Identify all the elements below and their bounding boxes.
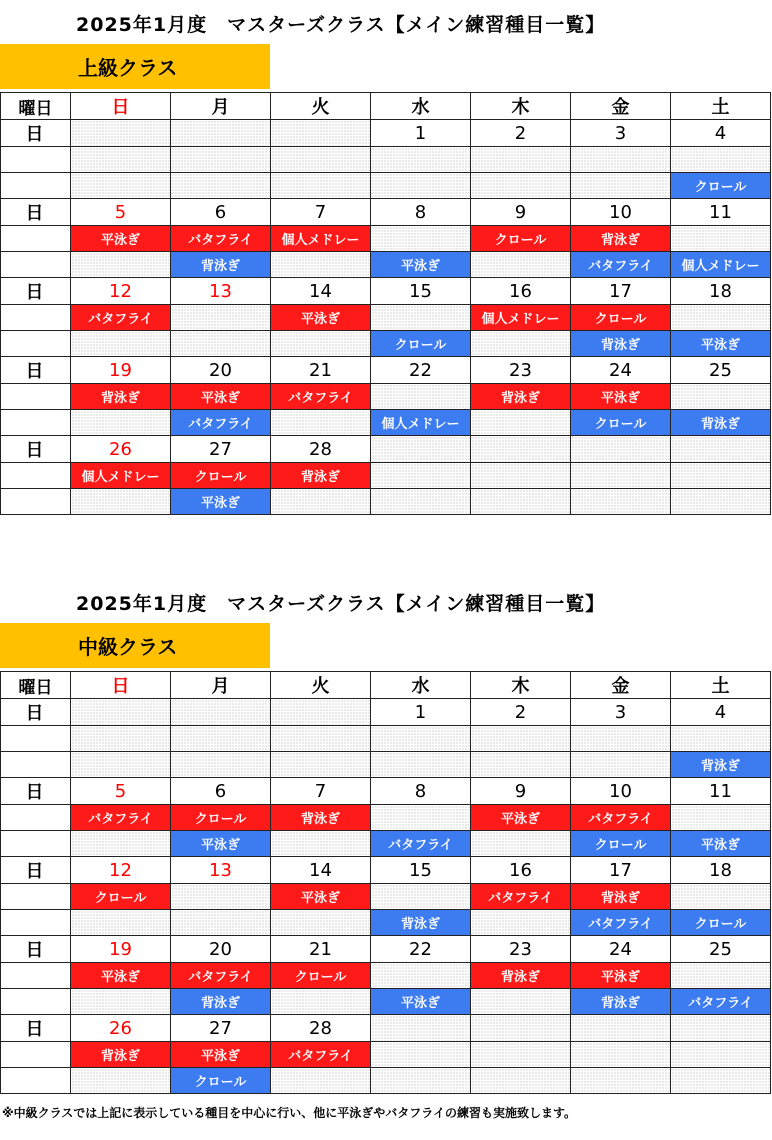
no-session-cell	[371, 147, 471, 173]
date-cell: 15	[371, 857, 471, 884]
date-cell: 5	[71, 199, 171, 226]
empty-date-cell	[171, 120, 271, 147]
am-session-cell: クロール	[171, 805, 271, 831]
no-session-cell	[171, 331, 271, 357]
am-session-cell: 平泳ぎ	[71, 963, 171, 989]
row-label-date: 日	[1, 1015, 71, 1042]
date-cell: 12	[71, 857, 171, 884]
date-cell: 27	[171, 1015, 271, 1042]
no-session-cell	[271, 489, 371, 515]
row-label-pm: PM	[1, 331, 71, 357]
row-label-am: AM	[1, 384, 71, 410]
date-cell: 4	[671, 120, 771, 147]
no-session-cell	[371, 173, 471, 199]
no-session-cell	[471, 489, 571, 515]
weekday-header: 金	[571, 93, 671, 120]
no-session-cell	[471, 1068, 571, 1094]
am-session-cell: 個人メドレー	[71, 463, 171, 489]
pm-session-cell: クロール	[371, 331, 471, 357]
no-session-cell	[371, 963, 471, 989]
pm-session-cell: バタフライ	[571, 910, 671, 936]
no-session-cell	[371, 489, 471, 515]
pm-session-cell: 背泳ぎ	[671, 752, 771, 778]
no-session-cell	[571, 752, 671, 778]
date-row	[1, 857, 771, 884]
date-row	[1, 199, 771, 226]
no-session-cell	[571, 1068, 671, 1094]
no-session-cell	[671, 489, 771, 515]
am-session-row	[1, 463, 771, 489]
pm-session-row	[1, 489, 771, 515]
pm-session-cell: バタフライ	[571, 252, 671, 278]
date-cell: 24	[571, 357, 671, 384]
date-row	[1, 778, 771, 805]
pm-session-row	[1, 989, 771, 1015]
no-session-cell	[571, 726, 671, 752]
date-row	[1, 936, 771, 963]
date-cell: 25	[671, 357, 771, 384]
date-cell: 21	[271, 357, 371, 384]
row-label-date: 日	[1, 120, 71, 147]
no-session-cell	[371, 305, 471, 331]
row-label-am: AM	[1, 1042, 71, 1068]
no-session-cell	[371, 805, 471, 831]
row-label-am: AM	[1, 147, 71, 173]
no-session-cell	[471, 173, 571, 199]
am-session-row	[1, 147, 771, 173]
am-session-row	[1, 1042, 771, 1068]
no-session-cell	[471, 726, 571, 752]
am-session-cell: 平泳ぎ	[171, 384, 271, 410]
empty-date-cell	[71, 120, 171, 147]
no-session-cell	[271, 831, 371, 857]
empty-date-cell	[371, 436, 471, 463]
schedule-table	[0, 92, 771, 515]
no-session-cell	[671, 384, 771, 410]
pm-session-cell: 平泳ぎ	[171, 489, 271, 515]
no-session-cell	[171, 884, 271, 910]
pm-session-cell: 平泳ぎ	[371, 252, 471, 278]
weekday-header-row	[1, 93, 771, 120]
no-session-cell	[471, 463, 571, 489]
row-label-pm: PM	[1, 989, 71, 1015]
am-session-cell: 背泳ぎ	[271, 805, 371, 831]
empty-date-cell	[571, 1015, 671, 1042]
pm-session-row	[1, 252, 771, 278]
no-session-cell	[471, 1042, 571, 1068]
date-cell: 23	[471, 936, 571, 963]
no-session-cell	[671, 1068, 771, 1094]
no-session-cell	[371, 884, 471, 910]
row-label-am: AM	[1, 726, 71, 752]
no-session-cell	[71, 989, 171, 1015]
weekday-header: 水	[371, 93, 471, 120]
no-session-cell	[271, 410, 371, 436]
weekday-header: 木	[471, 93, 571, 120]
no-session-cell	[371, 752, 471, 778]
no-session-cell	[171, 752, 271, 778]
pm-session-row	[1, 910, 771, 936]
row-label-pm: PM	[1, 910, 71, 936]
empty-date-cell	[71, 699, 171, 726]
date-cell: 24	[571, 936, 671, 963]
date-cell: 1	[371, 699, 471, 726]
am-session-row	[1, 963, 771, 989]
date-cell: 17	[571, 857, 671, 884]
date-cell: 6	[171, 778, 271, 805]
no-session-cell	[671, 1042, 771, 1068]
weekday-header: 土	[671, 93, 771, 120]
weekday-header: 木	[471, 672, 571, 699]
am-session-cell: バタフライ	[271, 1042, 371, 1068]
pm-session-cell: クロール	[571, 410, 671, 436]
date-cell: 10	[571, 778, 671, 805]
row-label-date: 日	[1, 278, 71, 305]
date-cell: 8	[371, 199, 471, 226]
am-session-cell: 背泳ぎ	[571, 884, 671, 910]
empty-date-cell	[671, 1015, 771, 1042]
date-cell: 18	[671, 278, 771, 305]
no-session-cell	[471, 831, 571, 857]
no-session-cell	[271, 910, 371, 936]
no-session-cell	[171, 726, 271, 752]
no-session-cell	[371, 1042, 471, 1068]
date-cell: 2	[471, 699, 571, 726]
no-session-cell	[71, 173, 171, 199]
schedule-title: 2025年1月度 マスターズクラス【メイン練習種目一覧】	[76, 14, 606, 36]
am-session-cell: 平泳ぎ	[571, 963, 671, 989]
no-session-cell	[271, 752, 371, 778]
pm-session-cell: 背泳ぎ	[171, 989, 271, 1015]
no-session-cell	[371, 384, 471, 410]
am-session-cell: バタフライ	[71, 805, 171, 831]
date-cell: 3	[571, 699, 671, 726]
weekday-header: 土	[671, 672, 771, 699]
date-cell: 7	[271, 199, 371, 226]
date-cell: 10	[571, 199, 671, 226]
date-cell: 15	[371, 278, 471, 305]
row-label-am: AM	[1, 963, 71, 989]
am-session-cell: 平泳ぎ	[271, 305, 371, 331]
pm-session-cell: 背泳ぎ	[671, 410, 771, 436]
row-label-pm: PM	[1, 252, 71, 278]
am-session-row	[1, 305, 771, 331]
weekday-header-row	[1, 672, 771, 699]
date-cell: 28	[271, 1015, 371, 1042]
date-cell: 18	[671, 857, 771, 884]
no-session-cell	[571, 1042, 671, 1068]
row-label-date: 日	[1, 936, 71, 963]
header-label: 曜日	[1, 93, 71, 120]
am-session-cell: 個人メドレー	[271, 226, 371, 252]
no-session-cell	[271, 147, 371, 173]
row-label-date: 日	[1, 357, 71, 384]
no-session-cell	[471, 252, 571, 278]
row-label-pm: PM	[1, 173, 71, 199]
date-cell: 19	[71, 936, 171, 963]
weekday-header: 日	[71, 672, 171, 699]
no-session-cell	[171, 147, 271, 173]
empty-date-cell	[271, 699, 371, 726]
am-session-row	[1, 884, 771, 910]
pm-session-row	[1, 752, 771, 778]
pm-session-row	[1, 410, 771, 436]
date-cell: 9	[471, 778, 571, 805]
no-session-cell	[171, 305, 271, 331]
am-session-cell: バタフライ	[271, 384, 371, 410]
date-cell: 28	[271, 436, 371, 463]
no-session-cell	[271, 173, 371, 199]
pm-session-cell: バタフライ	[171, 410, 271, 436]
date-cell: 3	[571, 120, 671, 147]
am-session-cell: クロール	[71, 884, 171, 910]
row-label-am: AM	[1, 805, 71, 831]
date-row	[1, 1015, 771, 1042]
am-session-cell: クロール	[471, 226, 571, 252]
no-session-cell	[571, 463, 671, 489]
weekday-header: 火	[271, 672, 371, 699]
am-session-cell: 背泳ぎ	[471, 384, 571, 410]
no-session-cell	[71, 1068, 171, 1094]
am-session-cell: 個人メドレー	[471, 305, 571, 331]
no-session-cell	[271, 726, 371, 752]
date-cell: 1	[371, 120, 471, 147]
row-label-am: AM	[1, 305, 71, 331]
am-session-cell: バタフライ	[171, 963, 271, 989]
pm-session-cell: 背泳ぎ	[571, 331, 671, 357]
date-cell: 21	[271, 936, 371, 963]
no-session-cell	[71, 410, 171, 436]
empty-date-cell	[171, 699, 271, 726]
am-session-cell: 平泳ぎ	[171, 1042, 271, 1068]
no-session-cell	[71, 489, 171, 515]
date-cell: 27	[171, 436, 271, 463]
am-session-cell: クロール	[571, 305, 671, 331]
date-cell: 13	[171, 857, 271, 884]
date-cell: 2	[471, 120, 571, 147]
date-cell: 14	[271, 857, 371, 884]
date-cell: 14	[271, 278, 371, 305]
row-label-date: 日	[1, 857, 71, 884]
pm-session-cell: 平泳ぎ	[671, 831, 771, 857]
pm-session-cell: バタフライ	[371, 831, 471, 857]
class-name-band: 中級クラス	[0, 623, 270, 668]
date-cell: 6	[171, 199, 271, 226]
date-cell: 19	[71, 357, 171, 384]
date-cell: 20	[171, 357, 271, 384]
no-session-cell	[471, 989, 571, 1015]
am-session-cell: バタフライ	[71, 305, 171, 331]
no-session-cell	[671, 963, 771, 989]
date-cell: 7	[271, 778, 371, 805]
no-session-cell	[671, 305, 771, 331]
row-label-date: 日	[1, 699, 71, 726]
empty-date-cell	[371, 1015, 471, 1042]
no-session-cell	[71, 252, 171, 278]
pm-session-cell: 平泳ぎ	[371, 989, 471, 1015]
class-name-band: 上級クラス	[0, 44, 270, 89]
no-session-cell	[171, 910, 271, 936]
date-cell: 22	[371, 357, 471, 384]
row-label-am: AM	[1, 463, 71, 489]
pm-session-row	[1, 831, 771, 857]
am-session-cell: 平泳ぎ	[571, 384, 671, 410]
no-session-cell	[671, 884, 771, 910]
no-session-cell	[71, 726, 171, 752]
empty-date-cell	[271, 120, 371, 147]
date-cell: 5	[71, 778, 171, 805]
row-label-date: 日	[1, 436, 71, 463]
am-session-cell: バタフライ	[571, 805, 671, 831]
no-session-cell	[671, 147, 771, 173]
date-row	[1, 120, 771, 147]
date-row	[1, 699, 771, 726]
am-session-cell: 背泳ぎ	[271, 463, 371, 489]
am-session-cell: 背泳ぎ	[71, 384, 171, 410]
pm-session-cell: クロール	[671, 173, 771, 199]
pm-session-cell: クロール	[571, 831, 671, 857]
row-label-pm: PM	[1, 410, 71, 436]
weekday-header: 日	[71, 93, 171, 120]
weekday-header: 金	[571, 672, 671, 699]
no-session-cell	[371, 226, 471, 252]
empty-date-cell	[471, 436, 571, 463]
no-session-cell	[371, 1068, 471, 1094]
no-session-cell	[471, 147, 571, 173]
am-session-cell: 平泳ぎ	[71, 226, 171, 252]
weekday-header: 水	[371, 672, 471, 699]
am-session-cell: バタフライ	[471, 884, 571, 910]
pm-session-row	[1, 1068, 771, 1094]
pm-session-cell: 背泳ぎ	[371, 910, 471, 936]
date-cell: 12	[71, 278, 171, 305]
footnote: ※中級クラスでは上記に表示している種目を中心に行い、他に平泳ぎやバタフライの練習も実施致します。	[2, 1106, 576, 1120]
pm-session-row	[1, 331, 771, 357]
date-cell: 26	[71, 436, 171, 463]
am-session-cell: クロール	[171, 463, 271, 489]
row-label-am: AM	[1, 226, 71, 252]
row-label-date: 日	[1, 199, 71, 226]
date-row	[1, 278, 771, 305]
am-session-row	[1, 384, 771, 410]
am-session-cell: バタフライ	[171, 226, 271, 252]
date-cell: 26	[71, 1015, 171, 1042]
schedule-title: 2025年1月度 マスターズクラス【メイン練習種目一覧】	[76, 593, 606, 615]
no-session-cell	[571, 173, 671, 199]
no-session-cell	[471, 910, 571, 936]
pm-session-cell: クロール	[171, 1068, 271, 1094]
header-label: 曜日	[1, 672, 71, 699]
date-row	[1, 436, 771, 463]
date-cell: 25	[671, 936, 771, 963]
no-session-cell	[271, 989, 371, 1015]
row-label-pm: PM	[1, 1068, 71, 1094]
no-session-cell	[571, 147, 671, 173]
date-cell: 17	[571, 278, 671, 305]
date-cell: 16	[471, 278, 571, 305]
schedule-table	[0, 671, 771, 1094]
row-label-am: AM	[1, 884, 71, 910]
no-session-cell	[671, 463, 771, 489]
empty-date-cell	[571, 436, 671, 463]
no-session-cell	[671, 726, 771, 752]
pm-session-cell: 背泳ぎ	[171, 252, 271, 278]
row-label-date: 日	[1, 778, 71, 805]
pm-session-cell: クロール	[671, 910, 771, 936]
am-session-row	[1, 226, 771, 252]
weekday-header: 月	[171, 672, 271, 699]
date-cell: 8	[371, 778, 471, 805]
date-cell: 22	[371, 936, 471, 963]
pm-session-cell: 個人メドレー	[371, 410, 471, 436]
no-session-cell	[71, 147, 171, 173]
empty-date-cell	[471, 1015, 571, 1042]
weekday-header: 火	[271, 93, 371, 120]
pm-session-cell: 個人メドレー	[671, 252, 771, 278]
row-label-pm: PM	[1, 489, 71, 515]
no-session-cell	[571, 489, 671, 515]
weekday-header: 月	[171, 93, 271, 120]
pm-session-cell: 背泳ぎ	[571, 989, 671, 1015]
pm-session-cell: 平泳ぎ	[671, 331, 771, 357]
am-session-row	[1, 726, 771, 752]
am-session-cell: クロール	[271, 963, 371, 989]
no-session-cell	[371, 726, 471, 752]
no-session-cell	[671, 805, 771, 831]
no-session-cell	[71, 831, 171, 857]
date-cell: 9	[471, 199, 571, 226]
am-session-cell: 平泳ぎ	[271, 884, 371, 910]
date-cell: 11	[671, 778, 771, 805]
no-session-cell	[471, 752, 571, 778]
am-session-row	[1, 805, 771, 831]
date-cell: 16	[471, 857, 571, 884]
date-cell: 20	[171, 936, 271, 963]
no-session-cell	[271, 331, 371, 357]
am-session-cell: 背泳ぎ	[571, 226, 671, 252]
no-session-cell	[271, 1068, 371, 1094]
date-row	[1, 357, 771, 384]
no-session-cell	[271, 252, 371, 278]
am-session-cell: 背泳ぎ	[71, 1042, 171, 1068]
no-session-cell	[71, 910, 171, 936]
empty-date-cell	[671, 436, 771, 463]
am-session-cell: 背泳ぎ	[471, 963, 571, 989]
pm-session-cell: 平泳ぎ	[171, 831, 271, 857]
no-session-cell	[71, 331, 171, 357]
no-session-cell	[471, 331, 571, 357]
no-session-cell	[171, 173, 271, 199]
date-cell: 23	[471, 357, 571, 384]
date-cell: 11	[671, 199, 771, 226]
am-session-cell: 平泳ぎ	[471, 805, 571, 831]
no-session-cell	[71, 752, 171, 778]
row-label-pm: PM	[1, 752, 71, 778]
pm-session-cell: バタフライ	[671, 989, 771, 1015]
no-session-cell	[671, 226, 771, 252]
row-label-pm: PM	[1, 831, 71, 857]
pm-session-row	[1, 173, 771, 199]
no-session-cell	[371, 463, 471, 489]
date-cell: 4	[671, 699, 771, 726]
no-session-cell	[471, 410, 571, 436]
date-cell: 13	[171, 278, 271, 305]
